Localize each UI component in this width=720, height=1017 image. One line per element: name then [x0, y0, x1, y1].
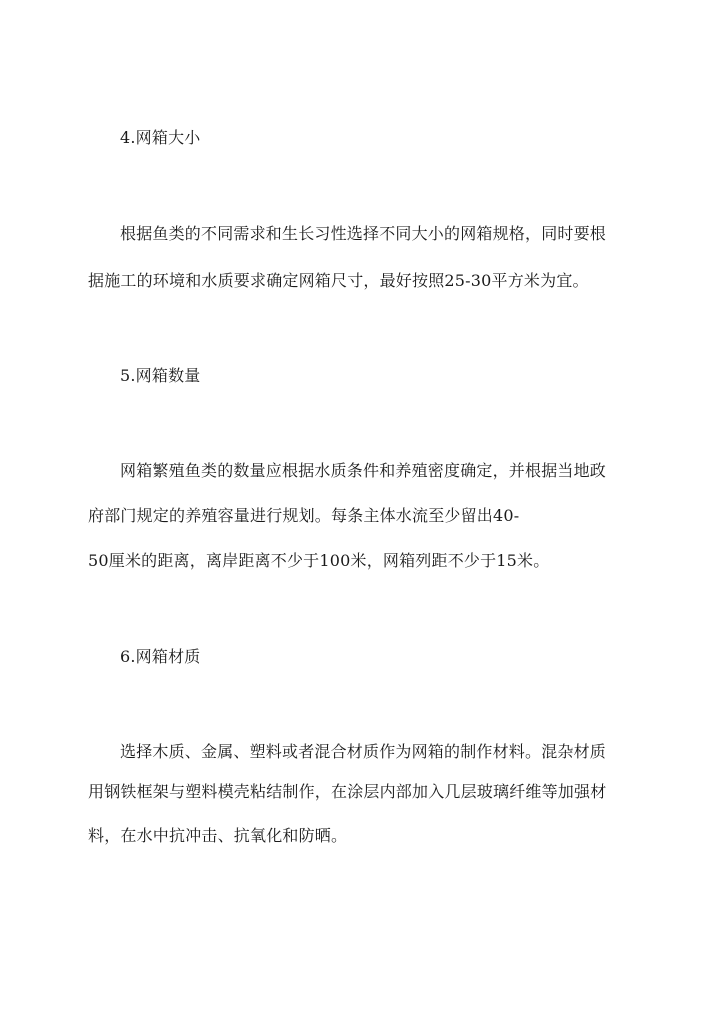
paragraph-line: 料，在水中抗冲击、抗氧化和防晒。 [88, 826, 348, 845]
paragraph-line: 府部门规定的养殖容量进行规划。每条主体水流至少留出40- [88, 506, 520, 525]
section-heading-size: 4.网箱大小 [120, 128, 201, 147]
section-heading-quantity: 5.网箱数量 [120, 366, 201, 385]
paragraph-line: 用钢铁框架与塑料模壳粘结制作，在涂层内部加入几层玻璃纤维等加强材 [88, 782, 607, 801]
section-heading-material: 6.网箱材质 [120, 647, 201, 666]
paragraph-line: 据施工的环境和水质要求确定网箱尺寸，最好按照25-30平方米为宜。 [88, 271, 589, 290]
paragraph-line: 根据鱼类的不同需求和生长习性选择不同大小的网箱规格，同时要根 [120, 224, 607, 243]
paragraph-line: 网箱繁殖鱼类的数量应根据水质条件和养殖密度确定，并根据当地政 [120, 461, 607, 480]
paragraph-line: 50厘米的距离，离岸距离不少于100米，网箱列距不少于15米。 [88, 551, 550, 570]
paragraph-line: 选择木质、金属、塑料或者混合材质作为网箱的制作材料。混杂材质 [120, 742, 607, 761]
